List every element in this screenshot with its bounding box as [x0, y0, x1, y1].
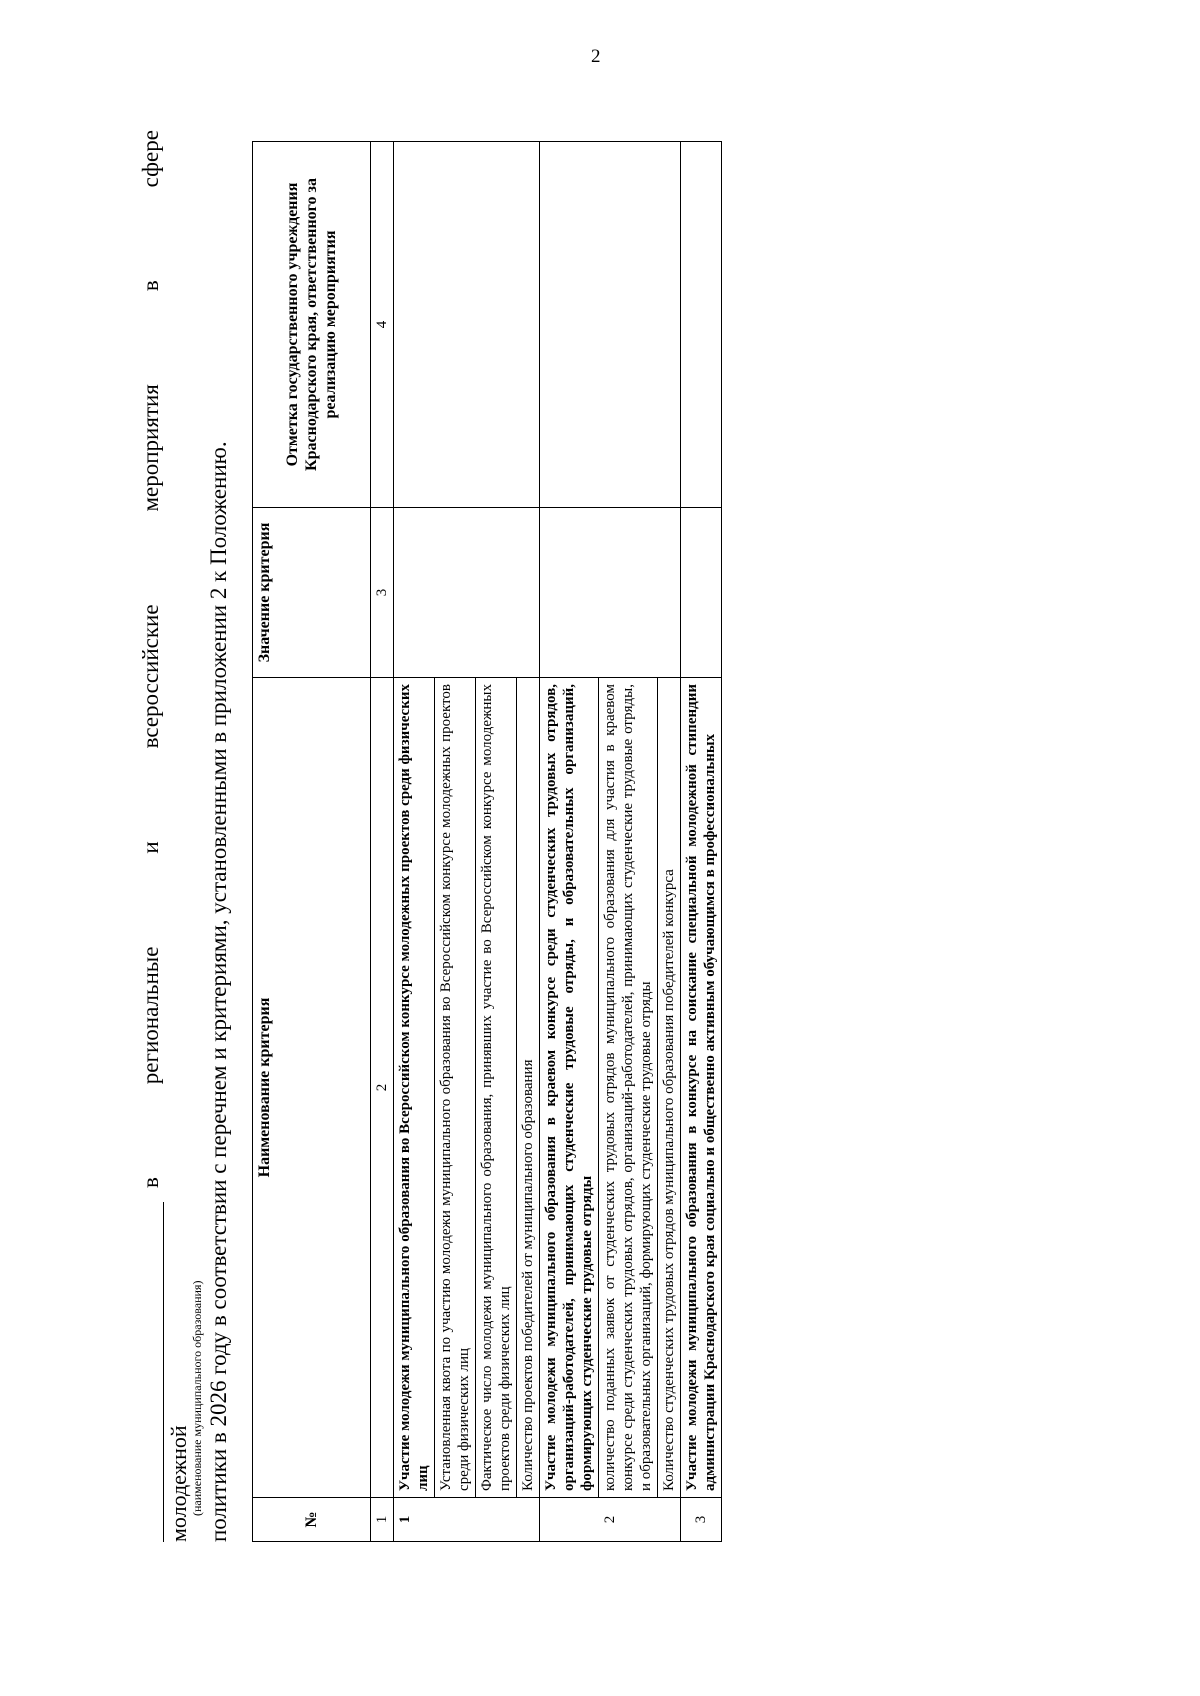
row-number: 2	[540, 1498, 681, 1542]
criterion-item: Количество проектов победителей от муниципального образования	[517, 678, 540, 1498]
criterion-mark	[394, 142, 540, 508]
header-line-3: политики в 2026 году в соответствии с перечнем и критериями, установленными в приложении 2 к Положению.	[206, 441, 231, 1542]
row-number: 3	[681, 1498, 722, 1542]
criterion-title: Участие молодежи муниципального образования в конкурсе на соискание специальной молодежной стипендии администрации Краснодарского края социально и общественно активным обучающимся в профессиональных	[681, 678, 722, 1498]
table-row	[540, 142, 599, 1542]
header-value: Значение критерия	[253, 508, 371, 678]
index-row	[371, 142, 394, 1542]
criterion-value	[394, 508, 540, 678]
header-line-1	[128, 122, 164, 1552]
header-word: в	[138, 280, 163, 292]
index-cell: 3	[371, 508, 394, 678]
index-cell: 1	[371, 1498, 394, 1542]
table-row	[681, 142, 722, 1542]
header-word: мероприятия	[138, 384, 163, 512]
header-num: №	[253, 1498, 371, 1542]
header-word: сфере	[138, 130, 163, 188]
criterion-item: Количество студенческих трудовых отрядов муниципального образования победителей конкурса	[658, 678, 681, 1498]
header-words	[138, 122, 164, 1202]
criterion-title: Участие молодежи муниципального образования в краевом конкурсе среди студенческих трудовых отрядов, организаций-работодателей, принимающих студенческие трудовые отряды, и образовательных организаций, формирующих студенческие трудовые отряды	[540, 678, 599, 1498]
header-name: Наименование критерия	[253, 678, 371, 1498]
table-row	[394, 142, 435, 1542]
document-body	[128, 122, 1200, 1552]
criteria-table	[252, 141, 722, 1542]
index-cell: 2	[371, 678, 394, 1498]
municipality-blank	[135, 1202, 164, 1542]
blank-caption: (наименование муниципального образования)	[190, 1280, 204, 1516]
criterion-item: Фактическое число молодежи муниципального образования, принявших участие во Всероссийском конкурсе молодежных проектов среди физических лиц	[476, 678, 517, 1498]
index-cell: 4	[371, 142, 394, 508]
header-mark: Отметка государственного учреждения Краснодарского края, ответственного за реализацию мероприятия	[253, 142, 371, 508]
header-word: и	[138, 841, 163, 854]
criterion-title: Участие молодежи муниципального образования во Всероссийском конкурсе молодежных проектов среди физических лиц	[394, 678, 435, 1498]
header-word: в	[138, 1177, 163, 1188]
criterion-value	[681, 508, 722, 678]
criterion-item: количество поданных заявок от студенческих трудовых отрядов муниципального образования для участия в краевом конкурсе среди студенческих трудовых отрядов, организаций-работодателей, принимающих студенческие трудовые отряды, и образовательных организаций, формирующих студенческие трудовые отряды	[599, 678, 658, 1498]
table-header-row	[253, 142, 371, 1542]
header-word: региональные	[138, 946, 163, 1085]
criterion-mark	[540, 142, 681, 508]
criterion-mark	[681, 142, 722, 508]
header-word: всероссийские	[138, 604, 163, 749]
criterion-value	[540, 508, 681, 678]
header-line-2: молодежной	[166, 1425, 191, 1542]
page-number: 2	[591, 46, 601, 67]
row-number: 1	[394, 1498, 540, 1542]
criterion-item: Установленная квота по участию молодежи муниципального образования во Всероссийском конкурсе молодежных проектов среди физических лиц	[435, 678, 476, 1498]
